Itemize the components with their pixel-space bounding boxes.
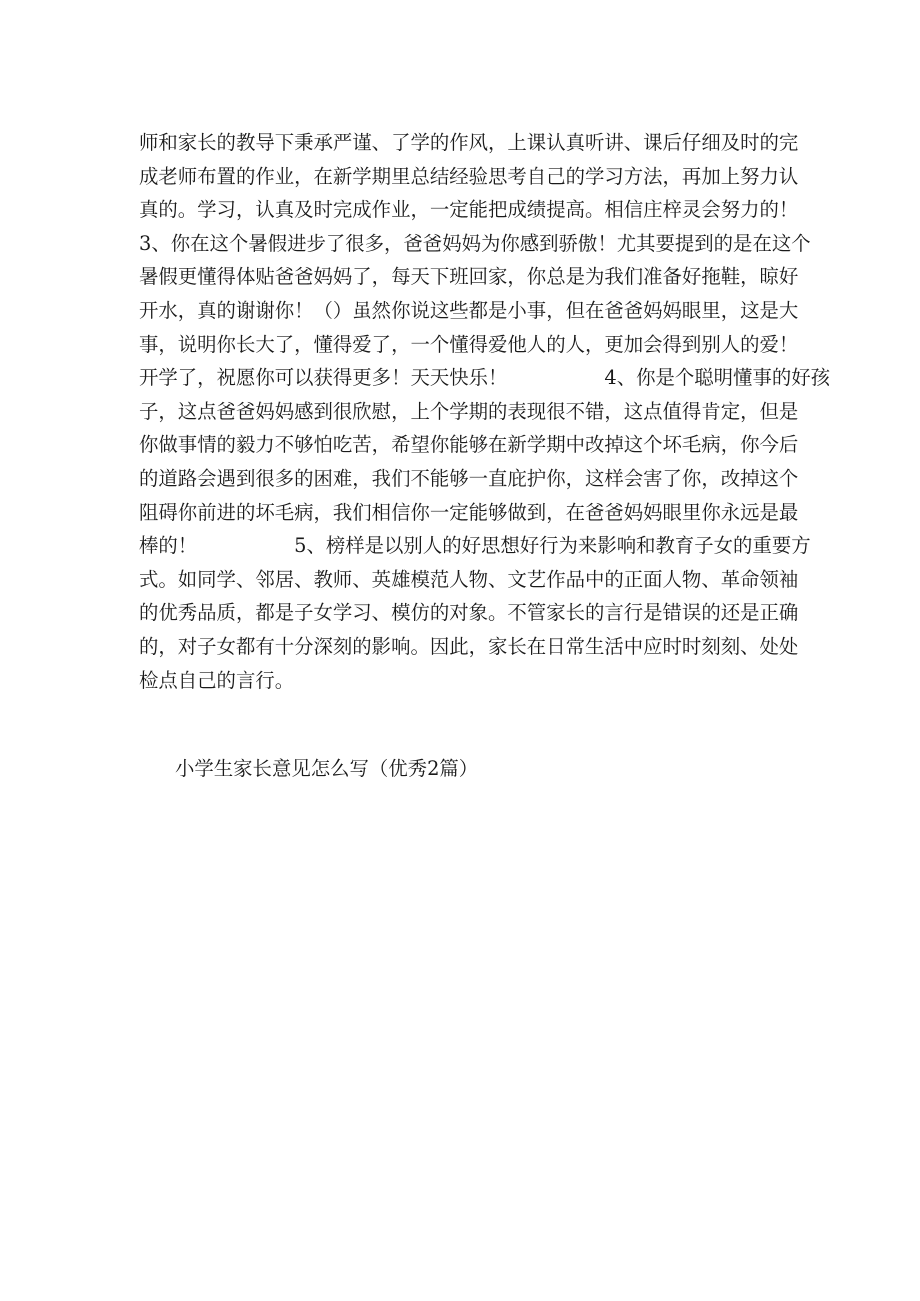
text-line: 开学了，祝愿你可以获得更多！天天快乐！ 4、你是个聪明懂事的好孩 [139,366,831,390]
text-line: 的，对子女都有十分深刻的影响。因此，家长在日常生活中应时时刻刻、处处 [139,634,799,658]
text-line: 检点自己的言行。 [139,668,295,692]
text-line: 开水，真的谢谢你！（）虽然你说这些都是小事，但在爸爸妈妈眼里，这是大 [139,298,799,322]
text-line: 真的。学习，认真及时完成作业，一定能把成绩提高。相信庄梓灵会努力的！ [139,198,799,222]
text-line: 棒的！ 5、榜样是以别人的好思想好行为来影响和教育子女的重要方 [139,534,811,558]
text-line: 阻碍你前进的坏毛病，我们相信你一定能够做到，在爸爸妈妈眼里你永远是最 [139,500,799,524]
text-line: 的道路会遇到很多的困难，我们不能够一直庇护你，这样会害了你，改掉这个 [139,466,799,490]
text-line: 事，说明你长大了，懂得爱了，一个懂得爱他人的人，更加会得到别人的爱！ [139,332,799,356]
text-line: 式。如同学、邻居、教师、英雄模范人物、文艺作品中的正面人物、革命领袖 [139,567,799,591]
text-line: 的优秀品质，都是子女学习、模仿的对象。不管家长的言行是错误的还是正确 [139,601,799,625]
text-line: 你做事情的毅力不够怕吃苦，希望你能够在新学期中改掉这个坏毛病，你今后 [139,433,799,457]
text-line: 师和家长的教导下秉承严谨、了学的作风，上课认真听讲、课后仔细及时的完 [139,131,799,154]
text-line: 成老师布置的作业，在新学期里总结经验思考自己的学习方法，再加上努力认 [139,164,799,188]
body-paragraph [139,126,831,697]
text-line: 暑假更懂得体贴爸爸妈妈了，每天下班回家，你总是为我们准备好拖鞋，晾好 [139,265,799,289]
text-line: 3、你在这个暑假进步了很多，爸爸妈妈为你感到骄傲！尤其要提到的是在这个 [139,231,811,255]
document-title: 小学生家长意见怎么写（优秀2篇） [175,757,479,780]
text-line: 子，这点爸爸妈妈感到很欣慰，上个学期的表现很不错，这点值得肯定，但是 [139,399,799,423]
